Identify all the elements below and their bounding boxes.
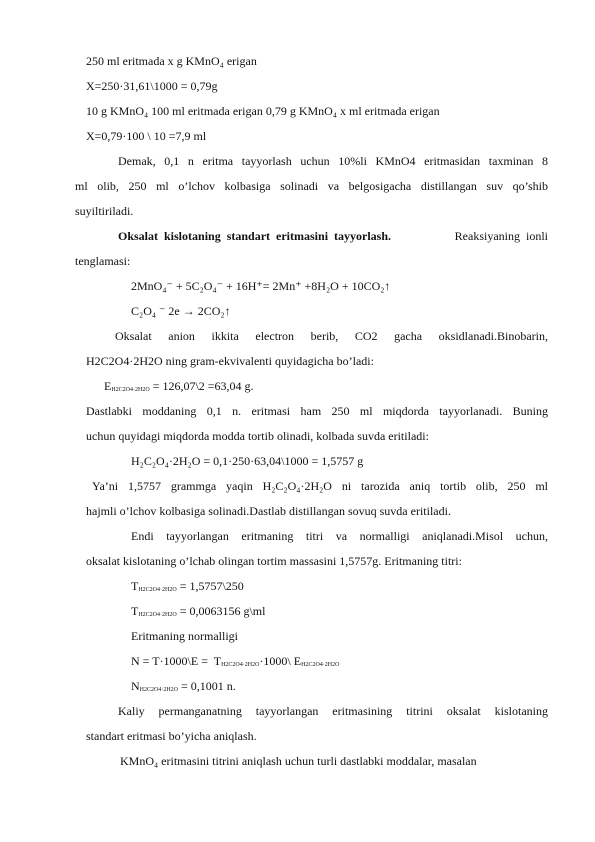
formula-line [131,678,236,698]
heading-bold-text: Oksalat kislotaning standart eritmasini tayyorlash. [118,229,392,243]
paragraph-line: Demak, 0,1 n eritma tayyorlash uchun 10%li KMnO4 eritmasidan taxminan 8 [118,154,548,168]
paragraph-line: KMnO₄ eritmasini titrini aniqlash uchun turli dastlabki moddalar, masalan [120,754,477,768]
equation: C₂O₄ ⁻ 2e → 2CO₂↑ [131,304,231,318]
formula-line [131,653,339,673]
formula-subscript: H2C2O4·2H2O [138,612,177,618]
paragraph-line: uchun quyidagi miqdorda modda tortib olinadi, kolbada suvda eritiladi: [86,429,429,443]
formula-text: ·1000\ E [259,654,302,668]
paragraph-line: suyiltiriladi. [75,204,134,218]
paragraph-line: Dastlabki moddaning 0,1 n. eritmasi ham 250 ml miqdorda tayyorlanadi. Buning [86,404,548,418]
formula-symbol: N [131,679,140,693]
equation: 2MnO₄⁻ + 5C₂O₄⁻ + 16H⁺= 2Mn⁺ +8H₂O + 10CO₂↑ [131,279,391,293]
text-line: X=250·31,61\1000 = 0,79g [86,79,218,93]
paragraph-line: tenglamasi: [75,254,131,268]
paragraph-line: Oksalat anion ikkita electron berib, CO2 gacha oksidlanadi.Binobarin, [115,329,548,343]
section-heading [118,228,548,244]
paragraph-line: ml olib, 250 ml o’lchov kolbasiga solinadi va belgosigacha distillangan suv qo’shib [75,179,548,193]
formula-subscript: H2C2O4·2H2O [138,587,177,593]
formula-symbol: T [131,579,139,593]
paragraph-line: Eritmaning normalligi [131,629,238,643]
formula-value: = 0,0063156 g\ml [176,604,266,618]
paragraph-line: oksalat kislotaning o’lchab olingan tortim massasini 1,5757g. Eritmaning titri: [86,554,462,568]
text-line: 250 ml eritmada x g KMnO₄ erigan [86,54,257,68]
paragraph-line: Endi tayyorlangan eritmaning titri va normalligi aniqlanadi.Misol uchun, [131,529,548,543]
paragraph-line: Kaliy permanganatning tayyorlangan eritmasining titrini oksalat kislotaning [118,704,548,718]
formula-value: = 0,1001 n. [178,679,236,693]
equation: H₂C₂O₄·2H₂O = 0,1·250·63,04\1000 = 1,5757 g [131,454,364,468]
paragraph-line: standart eritmasi bo’yicha aniqlash. [86,729,257,743]
formula-symbol: T [131,604,139,618]
text-line: 10 g KMnO₄ 100 ml eritmada erigan 0,79 g KMnO₄ x ml eritmada erigan [86,104,440,118]
formula-value: = 1,5757\250 [176,579,244,593]
formula-subscript: H2C2O4·2H2O [139,687,179,693]
heading-rest-text: Reaksiyaning ionli [454,229,548,243]
formula-line [131,603,265,623]
formula-subscript: H2C2O4·2H2O [111,387,150,393]
formula-symbol: E [104,379,112,393]
text-line: X=0,79·100 \ 10 =7,9 ml [86,129,207,143]
paragraph-line: hajmli o’lchov kolbasiga solinadi.Dastlab distillangan sovuq suvda eritiladi. [86,504,451,518]
formula-line [104,378,254,398]
formula-line [131,578,244,598]
formula-text: N = T·1000\E = T [131,654,222,668]
formula-subscript: H2C2O4·2H2O [301,662,340,668]
formula-subscript: H2C2O4·2H2O [221,662,260,668]
paragraph-line: H2C2O4·2H2O ning gram-ekvivalenti quyidagicha bo’ladi: [86,354,374,368]
paragraph-line: Ya’ni 1,5757 grammga yaqin H₂C₂O₄·2H₂O ni tarozida aniq tortib olib, 250 ml [92,479,548,493]
formula-value: = 126,07\2 =63,04 g. [149,379,254,393]
